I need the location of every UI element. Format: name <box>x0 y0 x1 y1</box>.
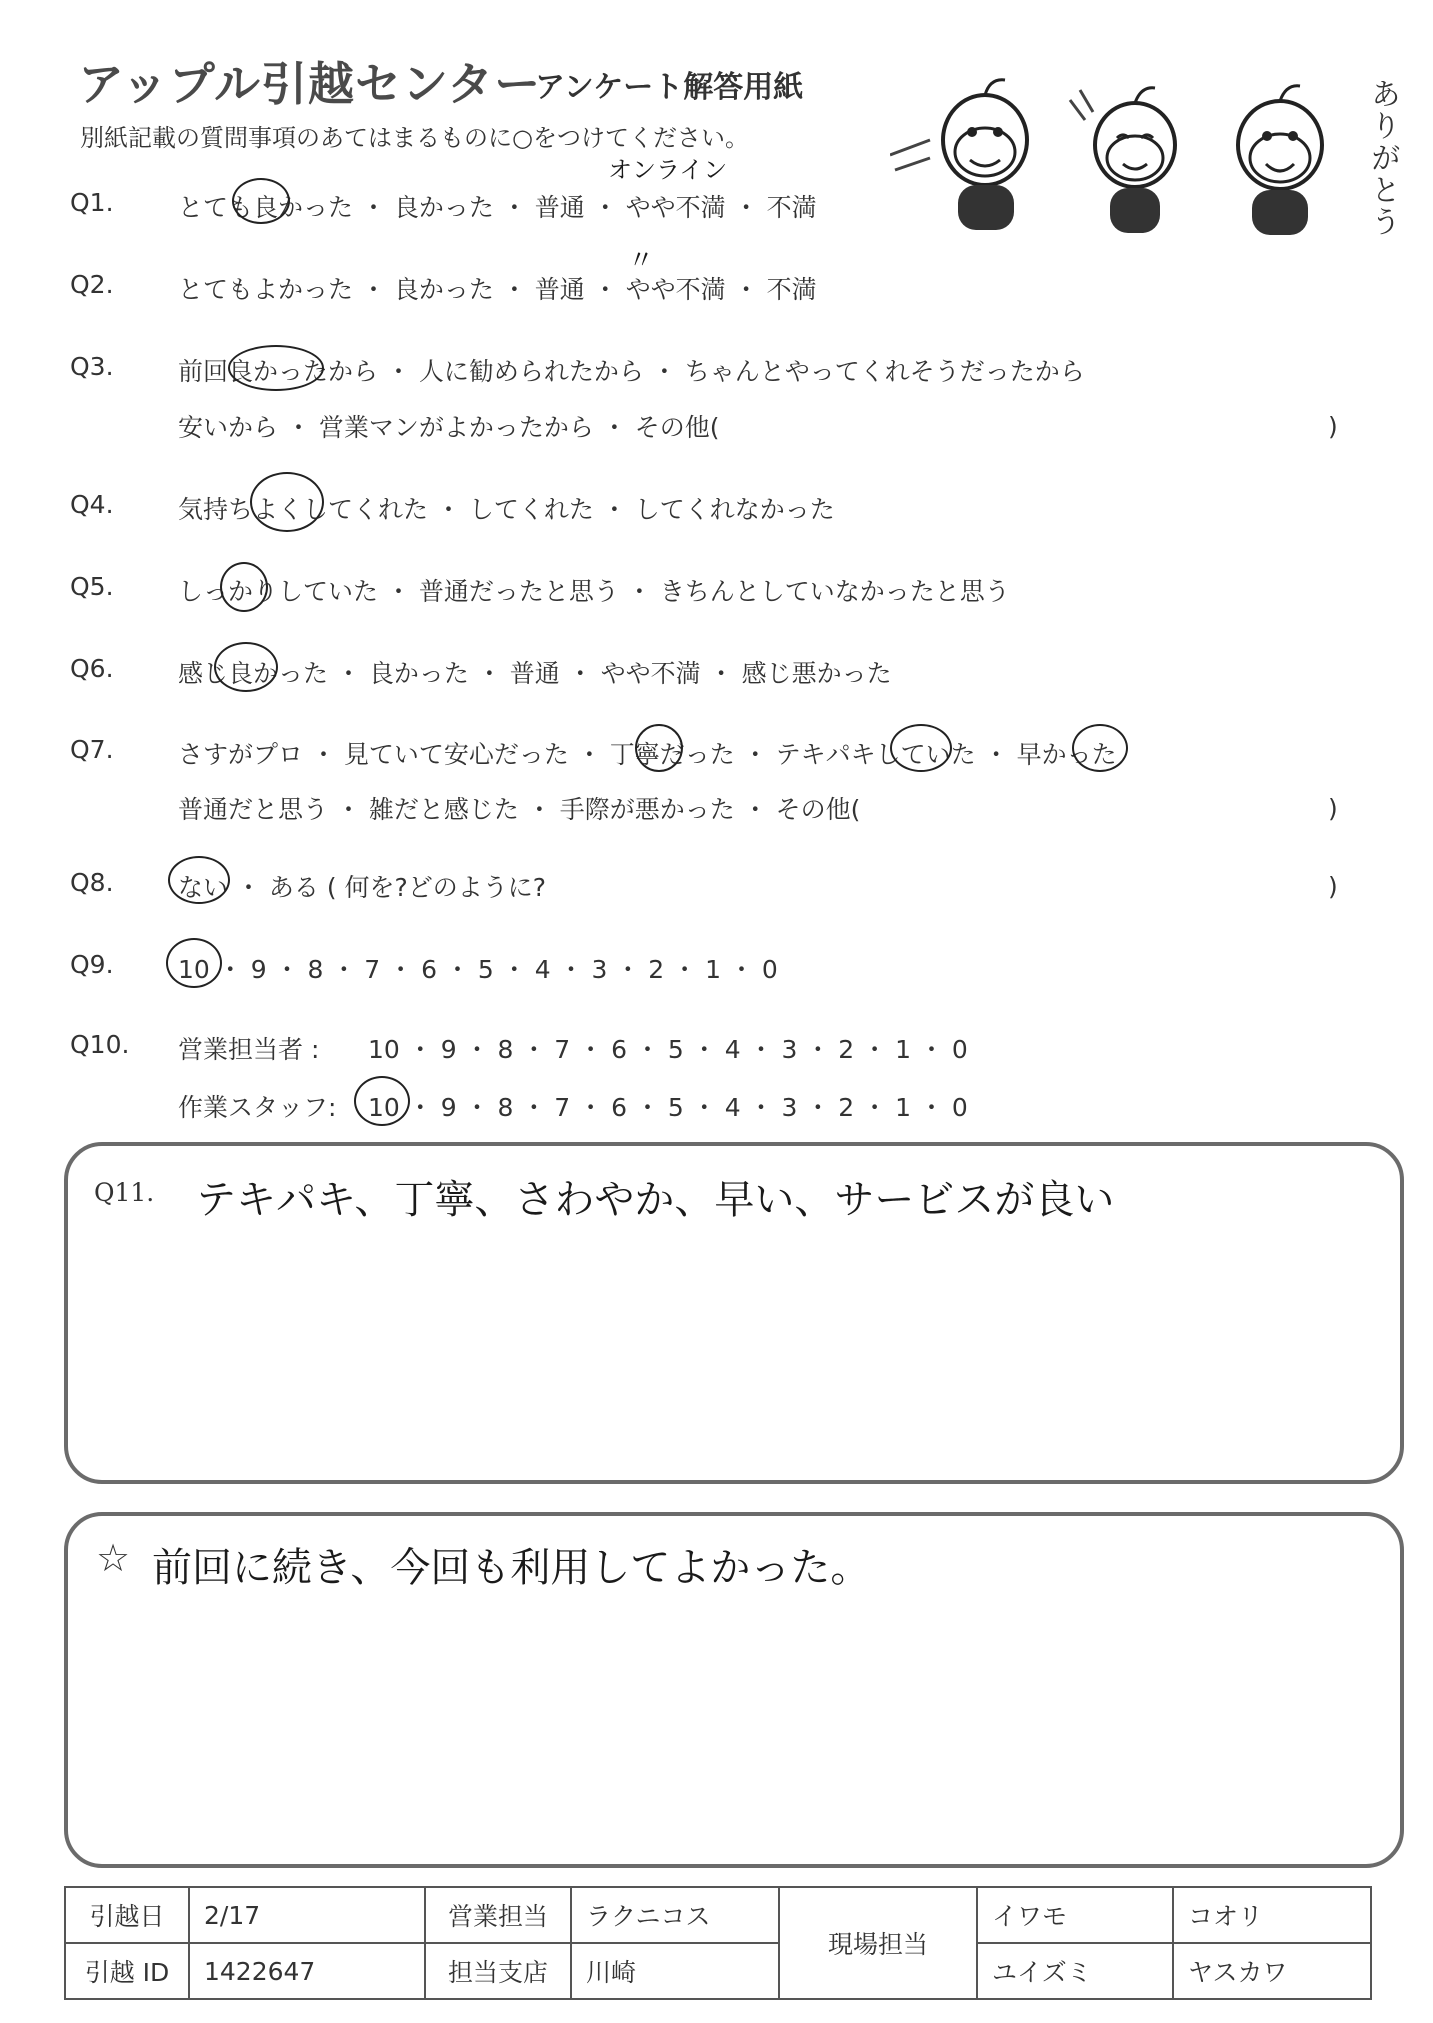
comment-box <box>64 1512 1404 1868</box>
q10-sales-scale: 10 ・ 9 ・ 8 ・ 7 ・ 6 ・ 5 ・ 4 ・ 3 ・ 2 ・ 1 ・ 0 <box>368 1035 968 1064</box>
monkey-mascot-icon <box>890 70 1050 240</box>
site-staff-2: コオリ <box>1173 1887 1371 1943</box>
comment-handwritten-text: 前回に続き、今回も利用してよかった。 <box>152 1545 871 1591</box>
answer-circle <box>168 856 230 904</box>
q11-handwritten-answer: テキパキ、丁寧、さわやか、早い、サービスが良い <box>196 1177 1115 1223</box>
site-staff-1: イワモ <box>977 1887 1173 1943</box>
q7-close-paren: ) <box>1328 794 1338 823</box>
form-instruction: 別紙記載の質問事項のあてはまるものに○をつけてください。 <box>80 124 749 152</box>
move-id-label: 引越 ID <box>65 1943 189 1999</box>
site-staff-4: ヤスカワ <box>1173 1943 1371 1999</box>
q10-staff-scale: 10 ・ 9 ・ 8 ・ 7 ・ 6 ・ 5 ・ 4 ・ 3 ・ 2 ・ 1 ・ 0 <box>368 1093 968 1122</box>
q8-label: Q8. <box>70 868 114 897</box>
q5-options: しっかりしていた ・ 普通だったと思う ・ きちんとしていなかったと思う <box>178 577 1010 606</box>
q1-label: Q1. <box>70 188 114 217</box>
q8-close-paren: ) <box>1328 872 1338 901</box>
q8-options: ない ・ ある ( 何を?どのように? <box>178 873 547 902</box>
q6-options: 感じ良かった ・ 良かった ・ 普通 ・ やや不満 ・ 感じ悪かった <box>178 659 892 688</box>
answer-circle <box>354 1076 410 1126</box>
company-title: アップル引越センター <box>78 57 542 111</box>
q9-label: Q9. <box>70 950 114 979</box>
q3-label: Q3. <box>70 352 114 381</box>
q7-options-line2: 普通だと思う ・ 雑だと感じた ・ 手際が悪かった ・ その他( <box>178 795 861 824</box>
branch-label: 担当支店 <box>425 1943 571 1999</box>
sales-name: ラクニコス <box>571 1887 779 1943</box>
q2-options: とてもよかった ・ 良かった ・ 普通 ・ やや不満 ・ 不満 <box>178 275 817 304</box>
footer-info-table <box>64 1886 1372 2000</box>
q10-label: Q10. <box>70 1030 130 1059</box>
q3-options-line1: 前回良かったから ・ 人に勧められたから ・ ちゃんとやってくれそうだったから <box>178 357 1085 386</box>
thanks-text: ありがとう <box>1365 78 1400 238</box>
q5-label: Q5. <box>70 572 114 601</box>
q10-sales-label: 営業担当者 : <box>178 1035 320 1064</box>
q7-label: Q7. <box>70 735 114 764</box>
monkey-mascot-icon <box>1065 70 1195 240</box>
q4-label: Q4. <box>70 490 114 519</box>
answer-circle <box>250 472 324 532</box>
q2-label: Q2. <box>70 270 114 299</box>
q11-label: Q11. <box>94 1178 155 1207</box>
move-date-label: 引越日 <box>65 1887 189 1943</box>
star-icon: ☆ <box>96 1536 131 1580</box>
sales-label: 営業担当 <box>425 1887 571 1943</box>
answer-circle <box>635 724 683 772</box>
q7-options-line1: さすがプロ ・ 見ていて安心だった ・ 丁寧だった ・ テキパキしていた ・ 早かった <box>178 740 1117 769</box>
q10-staff-label: 作業スタッフ: <box>178 1093 337 1122</box>
form-subtitle: アンケート解答用紙 <box>535 70 804 105</box>
answer-circle <box>220 562 268 612</box>
move-date-value: 2/17 <box>189 1887 425 1943</box>
mascot-illustration <box>880 60 1400 250</box>
answer-circle <box>214 642 278 692</box>
answer-circle <box>232 178 290 224</box>
q2-handwritten-note: 〃 <box>628 246 655 276</box>
answer-circle <box>166 938 222 988</box>
q1-handwritten-note: オンライン <box>608 156 728 184</box>
site-staff-label: 現場担当 <box>779 1887 977 1999</box>
q6-label: Q6. <box>70 654 114 683</box>
q3-close-paren: ) <box>1328 412 1338 441</box>
answer-circle <box>228 345 324 391</box>
q9-scale: 10 ・ 9 ・ 8 ・ 7 ・ 6 ・ 5 ・ 4 ・ 3 ・ 2 ・ 1 ・ 0 <box>178 955 778 984</box>
q4-options: 気持ちよくしてくれた ・ してくれた ・ してくれなかった <box>178 495 835 524</box>
q3-options-line2: 安いから ・ 営業マンがよかったから ・ その他( <box>178 413 720 442</box>
q1-options: とても良かった ・ 良かった ・ 普通 ・ やや不満 ・ 不満 <box>178 193 817 222</box>
q11-answer-box <box>64 1142 1404 1484</box>
site-staff-3: ユイズミ <box>977 1943 1173 1999</box>
answer-circle <box>890 724 952 772</box>
move-id-value: 1422647 <box>189 1943 425 1999</box>
monkey-mascot-icon <box>1210 70 1350 240</box>
answer-circle <box>1072 724 1128 772</box>
branch-name: 川崎 <box>571 1943 779 1999</box>
